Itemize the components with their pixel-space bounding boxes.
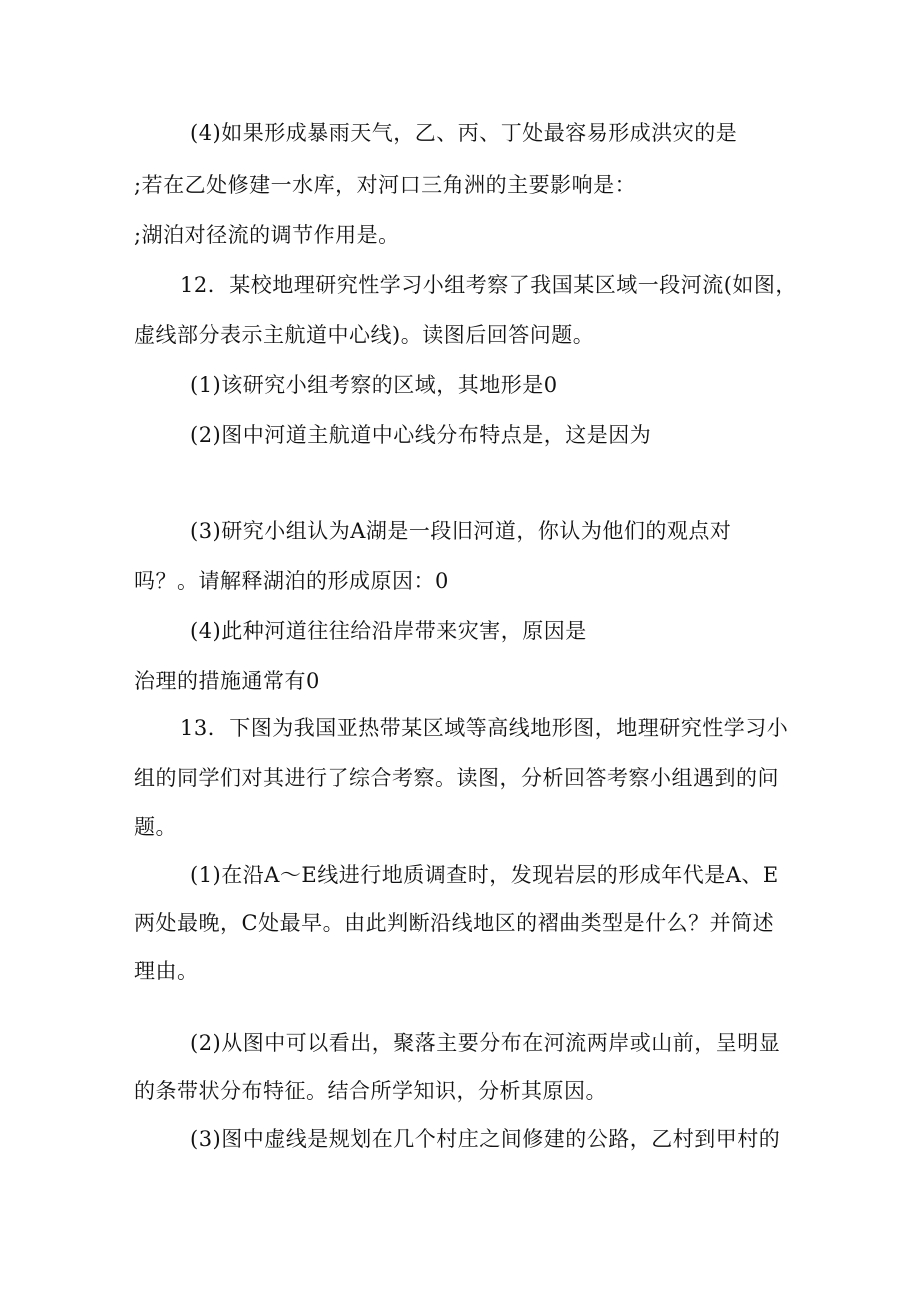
- q11-part4-line1: (4)如果形成暴雨天气，乙、丙、丁处最容易形成洪灾的是: [190, 121, 738, 145]
- q13-part1-line1: (1)在沿A～E线进行地质调查时，发现岩层的形成年代是A、E: [190, 863, 779, 887]
- q13-part2-line2: 的条带状分布特征。结合所学知识，分析其原因。: [134, 1079, 607, 1103]
- q12-part4-line2: 治理的措施通常有0: [134, 669, 320, 693]
- q12-part3-line1: (3)研究小组认为A湖是一段旧河道，你认为他们的观点对: [190, 519, 732, 543]
- q13-stem-line3: 题。: [134, 815, 177, 839]
- q12-part3-line2: 吗？。请解释湖泊的形成原因：0: [134, 569, 449, 593]
- q13-part3-line1: (3)图中虚线是规划在几个村庄之间修建的公路，乙村到甲村的: [190, 1127, 781, 1151]
- q12-part2: (2)图中河道主航道中心线分布特点是，这是因为: [190, 423, 652, 447]
- q13-stem-line2: 组的同学们对其进行了综合考察。读图，分析回答考察小组遇到的问: [134, 766, 779, 790]
- q12-part4-line1: (4)此种河道往往给沿岸带来灾害，原因是: [190, 619, 587, 643]
- q12-stem-line1: 12．某校地理研究性学习小组考察了我国某区域一段河流(如图，: [180, 273, 797, 297]
- q12-stem-line2: 虚线部分表示主航道中心线)。读图后回答问题。: [134, 323, 595, 347]
- q11-part4-line3: ;湖泊对径流的调节作用是。: [134, 223, 400, 247]
- q13-part1-line2: 两处最晚，C处最早。由此判断沿线地区的褶曲类型是什么？并简述: [134, 911, 775, 935]
- q13-part1-line3: 理由。: [134, 959, 199, 983]
- q12-part1: (1)该研究小组考察的区域，其地形是0: [190, 373, 558, 397]
- q13-stem-line1: 13．下图为我国亚热带某区域等高线地形图，地理研究性学习小: [180, 716, 789, 740]
- q11-part4-line2: ;若在乙处修建一水库，对河口三角洲的主要影响是：: [134, 173, 637, 197]
- q13-part2-line1: (2)从图中可以看出，聚落主要分布在河流两岸或山前，呈明显: [190, 1031, 781, 1055]
